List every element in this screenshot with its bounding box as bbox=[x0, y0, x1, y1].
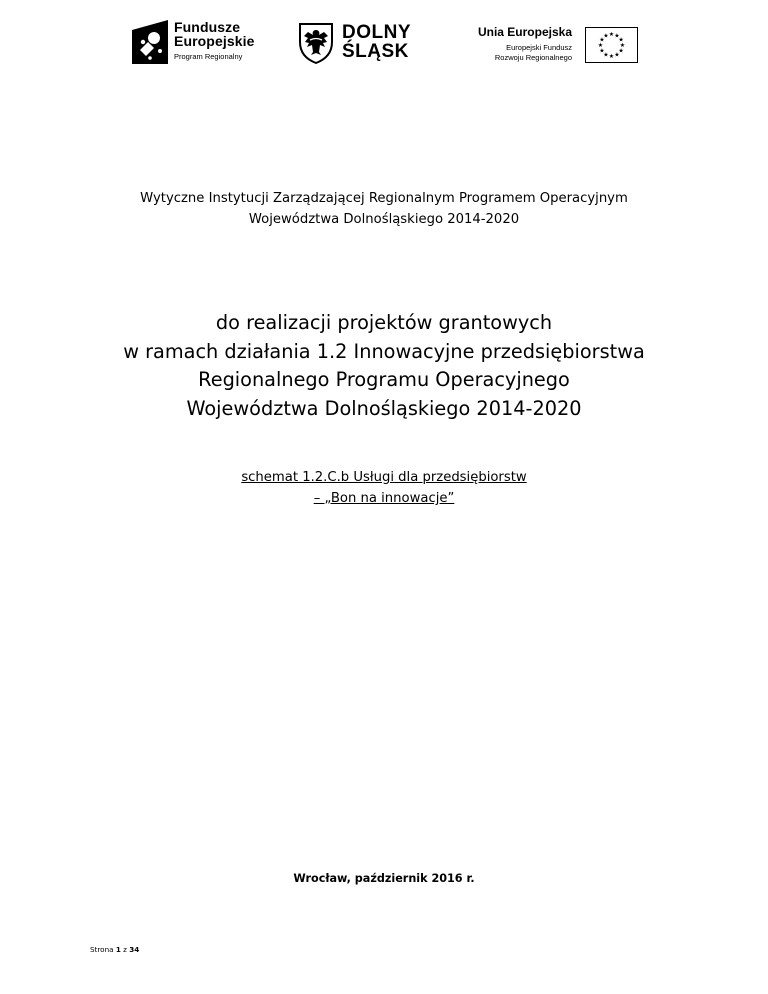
guidelines-line2: Województwa Dolnośląskiego 2014-2020 bbox=[248, 212, 520, 227]
page-current: 1 bbox=[115, 945, 121, 954]
eu-flag-icon bbox=[585, 27, 638, 63]
eu-star-icon: ★ bbox=[599, 47, 605, 55]
eu-star-icon: ★ bbox=[619, 42, 626, 50]
title-line-4: Województwa Dolnośląskiego 2014-2020 bbox=[186, 396, 582, 420]
logo-bar bbox=[0, 0, 768, 80]
eu-star-icon: ★ bbox=[618, 47, 624, 55]
eu-logo-line3: Rozwoju Regionalnego bbox=[494, 52, 572, 62]
document-title bbox=[0, 309, 768, 423]
fundusze-europejskie-emblem-icon bbox=[130, 16, 170, 68]
title-line-3: Regionalnego Programu Operacyjnego bbox=[198, 368, 570, 391]
fundusze-logo-line1: Fundusze bbox=[174, 19, 241, 35]
place-date: Wrocław, październik 2016 r. bbox=[293, 872, 475, 885]
eu-star-icon: ★ bbox=[614, 51, 620, 59]
fundusze-europejskie-logo bbox=[130, 16, 270, 68]
fundusze-logo-line2: Europejskie bbox=[174, 33, 255, 49]
title-line-1: do realizacji projektów grantowych bbox=[215, 311, 553, 334]
dolny-slask-logo-line2: ŚLĄSK bbox=[342, 41, 409, 62]
eu-logo-line1: Unia Europejska bbox=[477, 25, 572, 39]
guidelines-heading bbox=[0, 188, 768, 230]
eu-logo bbox=[460, 22, 640, 68]
eu-logo-line2: Europejski Fundusz bbox=[506, 43, 572, 52]
scheme-line2: – „Bon na innowacje” bbox=[313, 491, 455, 506]
scheme-subtitle bbox=[0, 467, 768, 509]
eu-star-icon: ★ bbox=[603, 51, 609, 59]
page-prefix: Strona bbox=[90, 945, 114, 954]
scheme-line1: schemat 1.2.C.b Usługi dla przedsiębiorstw bbox=[241, 470, 527, 485]
dolny-slask-logo-line1: DOLNY bbox=[342, 22, 411, 43]
eu-star-icon: ★ bbox=[608, 53, 615, 61]
eu-star-icon: ★ bbox=[603, 32, 609, 40]
page-separator: z bbox=[123, 945, 127, 954]
page-total: 34 bbox=[129, 945, 140, 954]
eu-star-icon: ★ bbox=[599, 36, 605, 44]
eu-star-icon: ★ bbox=[618, 36, 624, 44]
guidelines-line1: Wytyczne Instytucji Zarządzającej Regionalnym Programem Operacyjnym bbox=[140, 191, 628, 206]
fundusze-logo-line3: Program Regionalny bbox=[174, 52, 243, 61]
eu-star-icon: ★ bbox=[608, 31, 615, 39]
title-line-2: w ramach działania 1.2 Innowacyjne przedsiębiorstwa bbox=[123, 339, 645, 363]
eu-star-icon: ★ bbox=[597, 42, 604, 50]
dolny-slask-logo bbox=[296, 22, 428, 68]
page-footer bbox=[90, 945, 139, 954]
eagle-coat-of-arms-icon bbox=[296, 22, 336, 64]
eu-star-icon: ★ bbox=[614, 32, 620, 40]
